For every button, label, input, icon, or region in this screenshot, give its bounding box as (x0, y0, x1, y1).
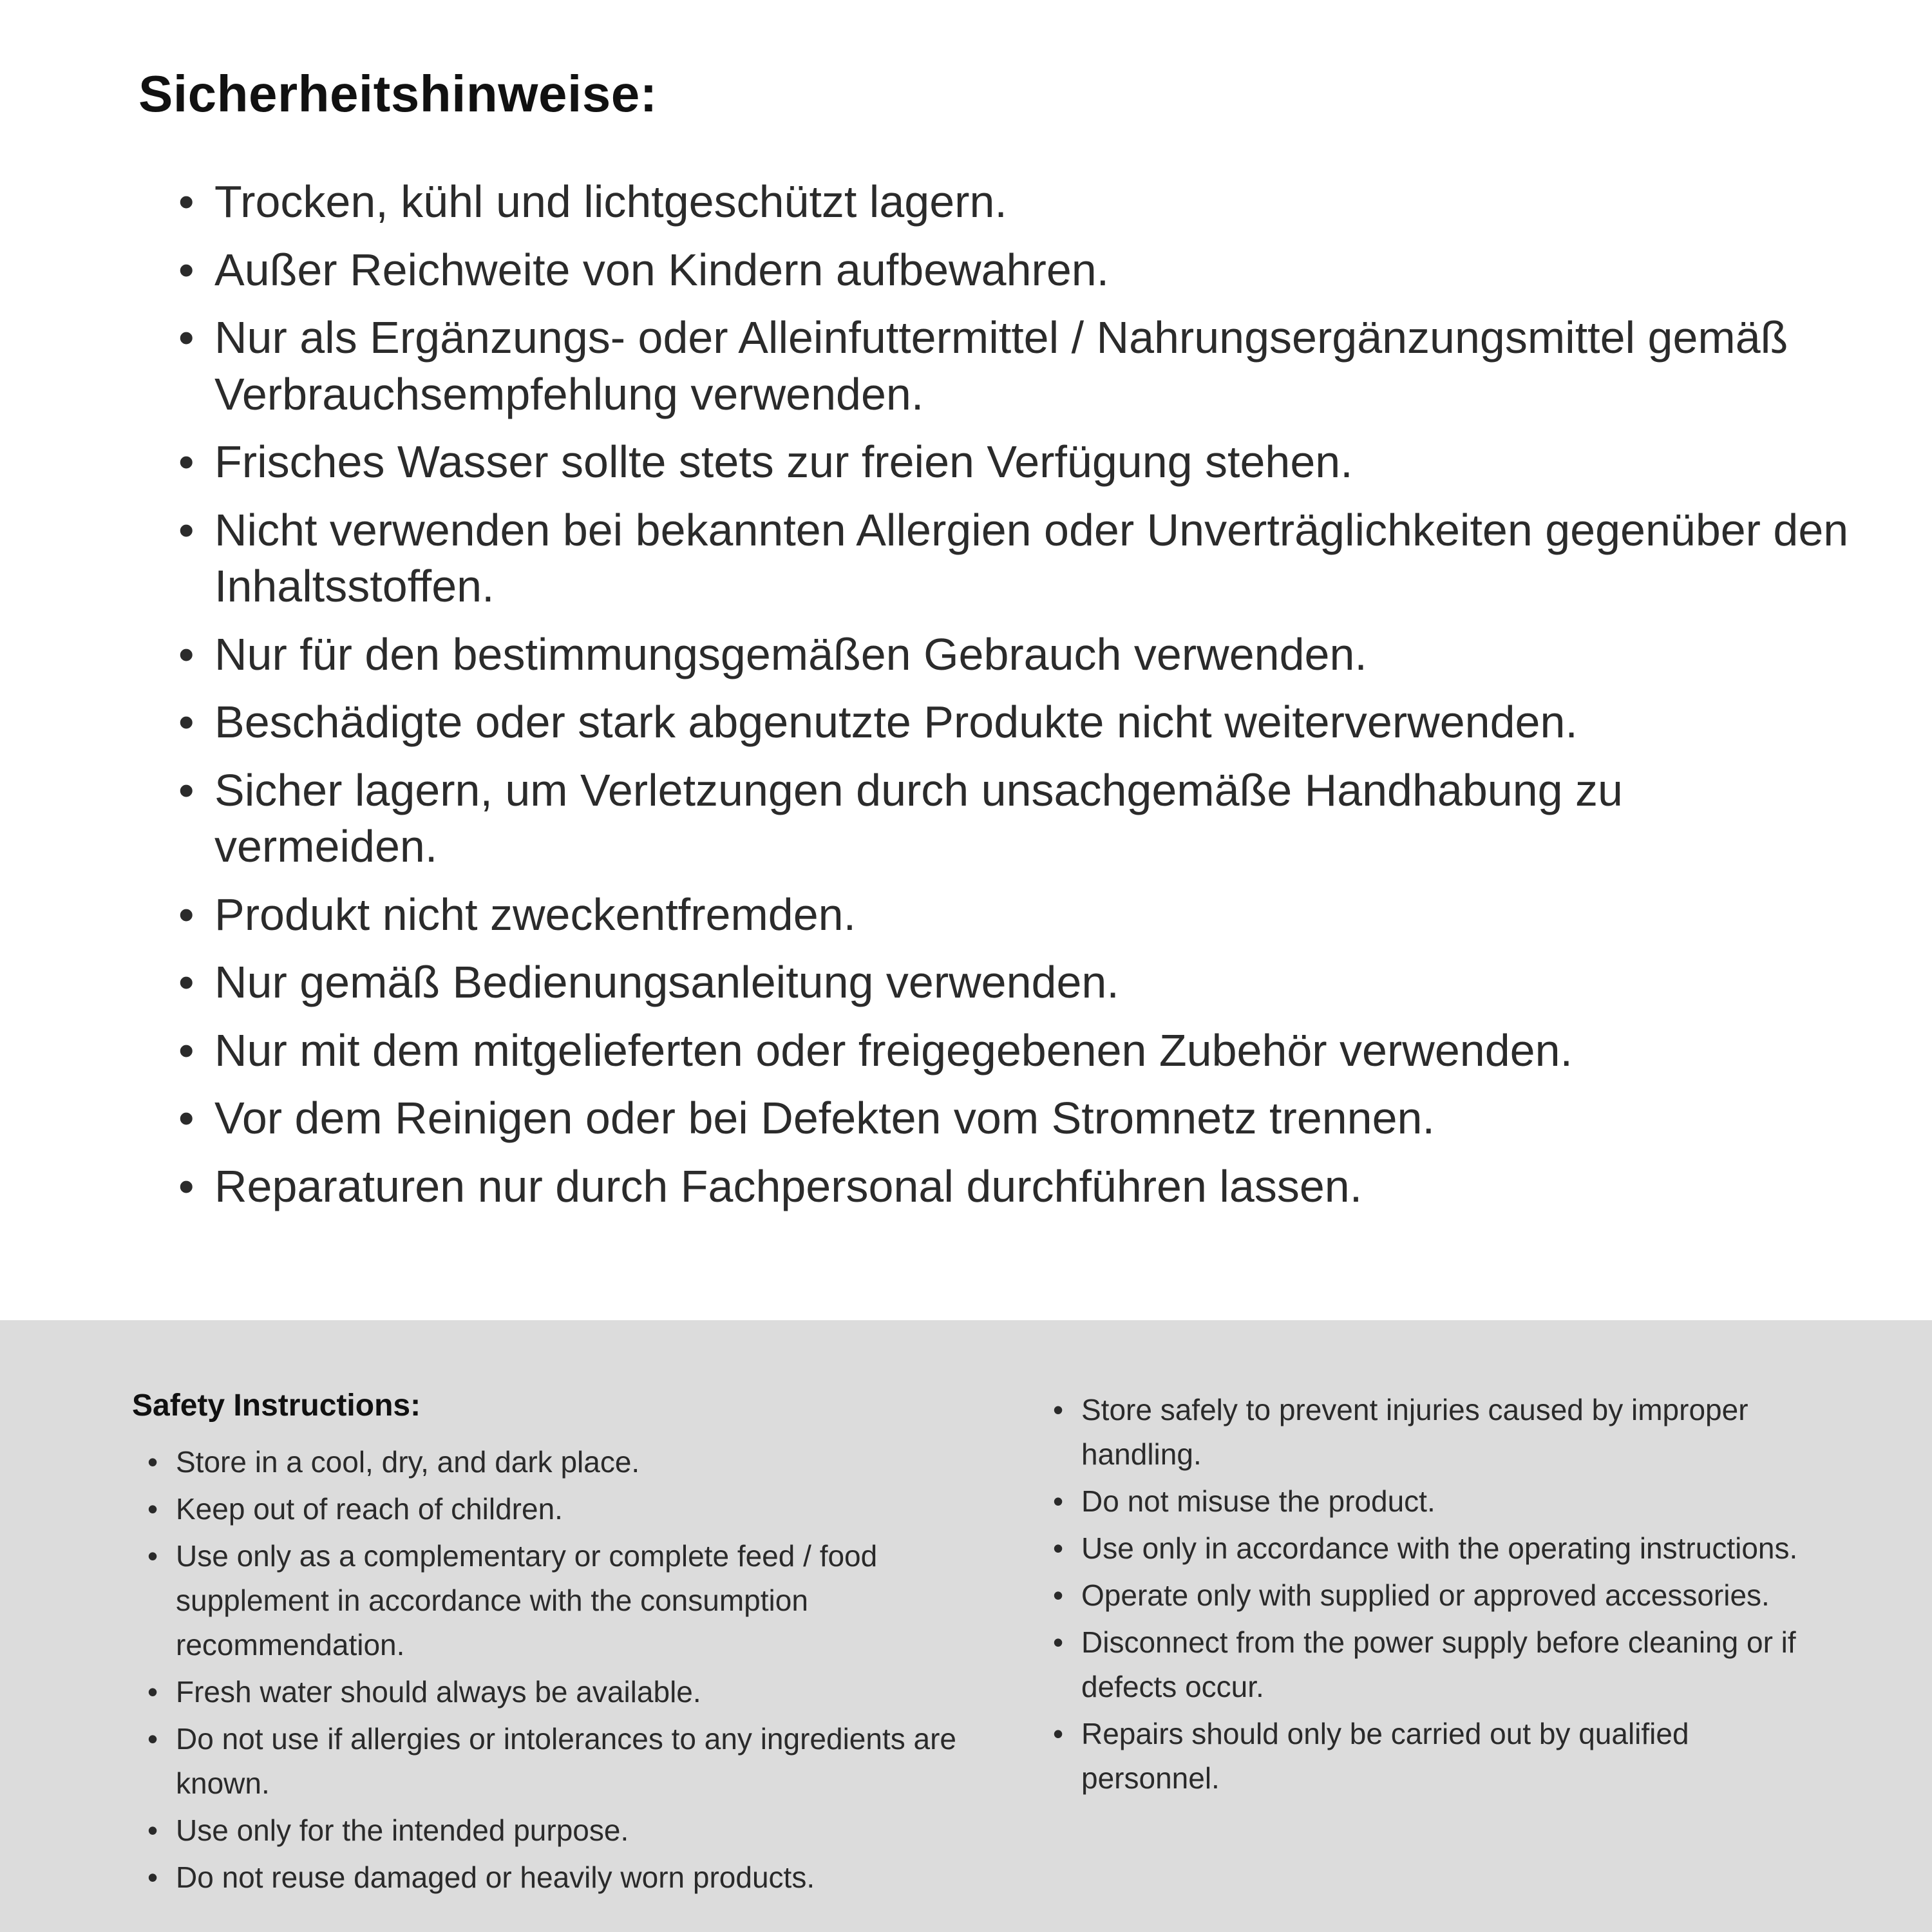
english-list-item (147, 1670, 956, 1714)
german-list-item-text: Außer Reichweite von Kindern aufbewahren. (214, 244, 1110, 295)
english-left-bullet-list (132, 1440, 956, 1900)
english-list-item-text: Keep out of reach of children. (176, 1492, 563, 1526)
bullet-icon: • (1053, 1393, 1064, 1426)
english-list-item-text: Do not misuse the product. (1081, 1484, 1435, 1518)
german-list-item-text: Sicher lagern, um Verletzungen durch unsachgemäße Handhabung zu vermeiden. (214, 764, 1623, 871)
english-list-item-text: Use only in accordance with the operating instructions. (1081, 1531, 1798, 1565)
english-heading: Safety Instructions: (132, 1388, 421, 1423)
english-list-item-text: Disconnect from the power supply before cleaning or if defects occur. (1081, 1625, 1796, 1703)
bullet-icon: • (1053, 1578, 1064, 1612)
german-bullet-list (138, 174, 1855, 1215)
german-list-item-text: Nicht verwenden bei bekannten Allergien oder Unverträglichkeiten gegenüber den Inhaltsstoffen. (214, 504, 1849, 611)
english-list-item-text: Store in a cool, dry, and dark place. (176, 1445, 640, 1479)
german-list-item-text: Produkt nicht zweckentfremden. (214, 889, 857, 940)
german-list-item-text: Vor dem Reinigen oder bei Defekten vom Stromnetz trennen. (214, 1093, 1435, 1143)
bullet-icon: • (1053, 1717, 1064, 1750)
english-list-item-text: Use only as a complementary or complete feed / food supplement in accordance with the consumption recommendation. (176, 1539, 878, 1662)
english-list-item (147, 1487, 956, 1531)
german-list-item-text: Nur mit dem mitgelieferten oder freigegebenen Zubehör verwenden. (214, 1025, 1573, 1075)
bullet-icon: • (147, 1675, 158, 1709)
german-list-item (178, 694, 1855, 751)
english-right-column (1053, 1388, 1800, 1893)
bullet-icon: • (178, 1025, 194, 1075)
english-list-item-text: Store safely to prevent injuries caused by improper handling. (1081, 1393, 1748, 1471)
german-heading: Sicherheitshinweise: (138, 65, 658, 122)
bullet-icon: • (178, 1160, 194, 1211)
english-list-item (147, 1534, 956, 1667)
german-list-item (178, 887, 1855, 943)
bullet-icon: • (178, 629, 194, 679)
german-list-item (178, 627, 1855, 683)
english-list-item-text: Repairs should only be carried out by qualified personnel. (1081, 1717, 1689, 1795)
english-list-item (147, 1855, 956, 1900)
german-list-item (178, 1090, 1855, 1147)
bullet-icon: • (1053, 1625, 1064, 1659)
english-list-item (147, 1717, 956, 1806)
bullet-icon: • (147, 1861, 158, 1894)
bullet-icon: • (178, 504, 194, 555)
german-list-item-text: Frisches Wasser sollte stets zur freien Verfügung stehen. (214, 437, 1353, 487)
bullet-icon: • (147, 1492, 158, 1526)
german-list-item (178, 174, 1855, 231)
bullet-icon: • (178, 764, 194, 815)
english-list-item-text: Operate only with supplied or approved accessories. (1081, 1578, 1770, 1612)
bullet-icon: • (147, 1814, 158, 1847)
german-list-item (178, 434, 1855, 491)
english-list-item (1053, 1388, 1800, 1477)
english-list-item-text: Fresh water should always be available. (176, 1675, 701, 1709)
bullet-icon: • (1053, 1531, 1064, 1565)
german-list-item-text: Beschädigte oder stark abgenutzte Produkte nicht weiterverwenden. (214, 697, 1578, 747)
bullet-icon: • (178, 889, 194, 940)
english-list-item (1053, 1620, 1800, 1709)
german-list-item (178, 502, 1855, 615)
english-left-column (132, 1388, 956, 1893)
german-list-item (178, 310, 1855, 422)
german-list-item (178, 242, 1855, 299)
german-list-item (178, 1159, 1855, 1215)
english-list-item (1053, 1479, 1800, 1524)
english-list-item (1053, 1712, 1800, 1801)
english-list-item (147, 1440, 956, 1484)
german-list-item (178, 1023, 1855, 1079)
bullet-icon: • (178, 244, 194, 295)
german-list-item-text: Trocken, kühl und lichtgeschützt lagern. (214, 176, 1007, 227)
english-list-item-text: Do not use if allergies or intolerances to any ingredients are known. (176, 1722, 957, 1800)
german-list-item-text: Nur als Ergänzungs- oder Alleinfuttermittel / Nahrungsergänzungsmittel gemäß Verbrauchsempfehlung verwenden. (214, 312, 1788, 419)
english-list-item (147, 1808, 956, 1853)
bullet-icon: • (178, 1093, 194, 1143)
english-list-item-text: Do not reuse damaged or heavily worn products. (176, 1861, 815, 1894)
german-list-item-text: Nur für den bestimmungsgemäßen Gebrauch verwenden. (214, 629, 1367, 679)
german-list-item (178, 954, 1855, 1011)
bullet-icon: • (178, 437, 194, 487)
english-right-bullet-list (1053, 1388, 1800, 1801)
english-list-item-text: Use only for the intended purpose. (176, 1814, 629, 1847)
german-list-item (178, 762, 1855, 875)
bullet-icon: • (147, 1539, 158, 1573)
bullet-icon: • (178, 312, 194, 363)
german-list-item-text: Nur gemäß Bedienungsanleitung verwenden. (214, 957, 1119, 1007)
bullet-icon: • (147, 1722, 158, 1756)
bullet-icon: • (1053, 1484, 1064, 1518)
english-list-item (1053, 1573, 1800, 1618)
bullet-icon: • (178, 176, 194, 227)
bullet-icon: • (147, 1445, 158, 1479)
bullet-icon: • (178, 957, 194, 1007)
english-list-item (1053, 1526, 1800, 1571)
german-list-item-text: Reparaturen nur durch Fachpersonal durchführen lassen. (214, 1160, 1363, 1211)
english-section (0, 1320, 1932, 1932)
bullet-icon: • (178, 697, 194, 747)
